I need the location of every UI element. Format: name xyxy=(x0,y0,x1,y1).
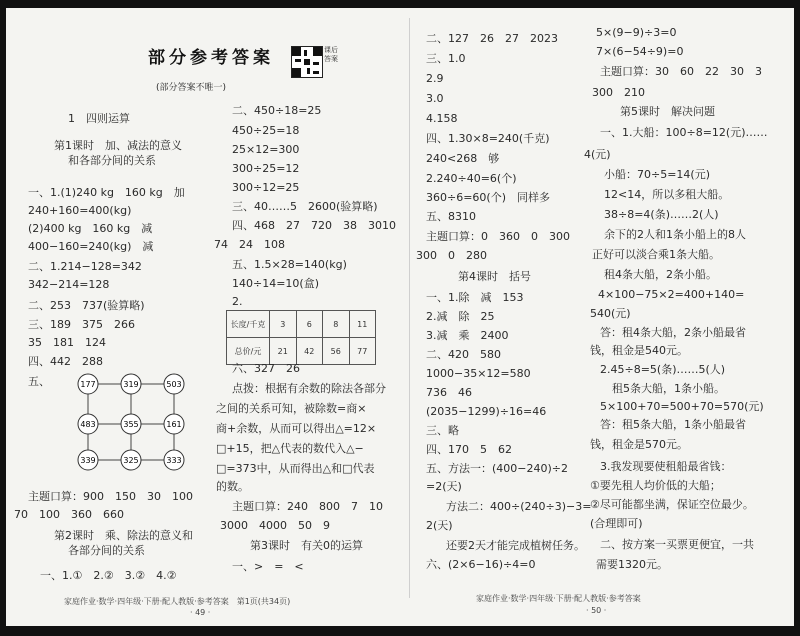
table-head-cell: 总价/元 xyxy=(227,338,270,365)
answer-line: 2.9 xyxy=(426,72,444,85)
table-cell: 6 xyxy=(296,311,323,338)
number-circle-label: 483 xyxy=(80,420,96,429)
oral-calc-line: 主题口算：0 360 0 300 xyxy=(426,230,570,243)
number-circle-label: 161 xyxy=(166,420,182,429)
answer-line: 540(元) xyxy=(590,307,631,320)
answer-line: 2.240÷40=6(个) xyxy=(426,172,517,185)
page-footer: 家庭作业·数学·四年级·下册·配人教版·参考答案 第1页(共34页) xyxy=(64,597,291,606)
answer-line: 74 24 108 xyxy=(214,238,285,251)
answer-line: ②尽可能都坐满，保证空位最少。 xyxy=(590,498,754,511)
table-cell: 42 xyxy=(296,338,323,365)
answer-line: 六、(2×6−16)÷4=0 xyxy=(426,558,536,571)
page-number: · 49 · xyxy=(190,608,211,617)
table-head-cell: 长度/千克 xyxy=(227,311,270,338)
answer-line: 300÷25=12 xyxy=(232,162,300,175)
lesson1-heading-a: 第1课时 加、减法的意义 xyxy=(54,139,182,152)
answer-line: 3.减 乘 2400 xyxy=(426,329,509,342)
answer-line: 5×100+70=500+70=570(元) xyxy=(600,400,764,413)
answer-line: 300÷12=25 xyxy=(232,181,300,194)
hint-line: 之间的关系可知，被除数=商× xyxy=(216,402,367,415)
page-title: 部分参考答案 xyxy=(148,48,274,68)
qr-code-icon[interactable] xyxy=(291,46,323,78)
table-cell: 21 xyxy=(270,338,297,365)
answer-line: 400−160=240(kg) 减 xyxy=(28,240,154,253)
answer-line: 35 181 124 xyxy=(28,336,106,349)
answer-line: 4(元) xyxy=(584,148,611,161)
table-cell: 56 xyxy=(323,338,350,365)
answer-line: 一、1.(1)240 kg 160 kg 加 xyxy=(28,186,185,199)
answer-line: 小船：70÷5=14(元) xyxy=(604,168,711,181)
answer-line: 四、170 5 62 xyxy=(426,443,512,456)
answer-line: 二、450÷18=25 xyxy=(232,104,322,117)
page-footer: 家庭作业·数学·四年级·下册·配人教版·参考答案 xyxy=(476,594,641,603)
number-circle-grid xyxy=(76,372,186,472)
answer-line: 2(天) xyxy=(426,519,453,532)
hint-line: 商+余数，从而可以得出△=12× xyxy=(216,422,377,435)
oral-calc-line: 3000 4000 50 9 xyxy=(220,519,330,532)
answer-line: 12<14，所以多租大船。 xyxy=(604,188,730,201)
lesson2-heading-a: 第2课时 乘、除法的意义和 xyxy=(54,529,193,542)
answer-line: 2.减 除 25 xyxy=(426,310,495,323)
page-subtitle: (部分答案不唯一) xyxy=(156,83,227,93)
lesson5-heading: 第5课时 解决问题 xyxy=(620,105,715,118)
answer-line: 3.我发现要使租船最省钱： xyxy=(600,460,732,473)
table-cell: 77 xyxy=(349,338,376,365)
answer-line: 租4条大船，2条小船。 xyxy=(604,268,717,281)
answer-line: 四、468 27 720 38 3010 xyxy=(232,219,396,232)
table-row xyxy=(227,311,376,338)
table-cell: 11 xyxy=(349,311,376,338)
lesson3-heading: 第3课时 有关0的运算 xyxy=(250,539,363,552)
answer-line: 五、方法一：(400−240)÷2 xyxy=(426,462,569,475)
answer-sheet xyxy=(6,8,794,626)
qr-caption: 课后 答案 xyxy=(324,46,338,63)
number-circle-label: 333 xyxy=(166,456,182,465)
answer-line: 4.158 xyxy=(426,112,458,125)
answer-line: 答：租5条大船，1条小船最省 xyxy=(600,418,746,431)
answer-line: 4×100−75×2=400+140= xyxy=(598,288,745,301)
answer-line: 2.45÷8=5(条)……5(人) xyxy=(600,363,726,376)
hint-line: □+15，把△代表的数代入△− xyxy=(216,442,364,455)
answer-line: 钱，租金是540元。 xyxy=(590,344,688,357)
answer-line: 360÷6=60(个) 同样多 xyxy=(426,191,551,204)
answer-line: 342−214=128 xyxy=(28,278,110,291)
answer-line: 7×(6−54÷9)=0 xyxy=(596,45,684,58)
answer-line: 1000−35×12=580 xyxy=(426,367,531,380)
qr-pattern-icon xyxy=(292,47,322,77)
answer-line: 二、按方案一买票更便宜，一共 xyxy=(600,538,754,551)
price-table xyxy=(226,310,376,365)
answer-line: 钱，租金是570元。 xyxy=(590,438,688,451)
answer-line: 六、327 26 xyxy=(232,362,300,375)
answer-line: 四、442 288 xyxy=(28,355,103,368)
oral-calc-line: 300 210 xyxy=(592,86,645,99)
answer-line: 三、189 375 266 xyxy=(28,318,135,331)
hint-line: 点拨：根据有余数的除法各部分 xyxy=(232,382,386,395)
answer-line: 二、253 737(验算略) xyxy=(28,299,145,312)
answer-line: 还要2天才能完成植树任务。 xyxy=(446,539,585,552)
answer-line: 240+160=400(kg) xyxy=(28,204,132,217)
answer-line: 3.0 xyxy=(426,92,444,105)
hint-line: 的数。 xyxy=(216,480,249,493)
answer-line: 一、> = < xyxy=(232,560,304,573)
answer-line: 38÷8=4(条)……2(人) xyxy=(604,208,719,221)
answer-line: 一、1.大船：100÷8=12(元)…… xyxy=(600,126,768,139)
answer-line: 5×(9−9)÷3=0 xyxy=(596,26,677,39)
answer-line: 三、1.0 xyxy=(426,52,466,65)
number-circle-label: 355 xyxy=(123,420,139,429)
answer-line: 答：租4条大船，2条小船最省 xyxy=(600,326,746,339)
oral-calc-line: 主题口算：900 150 30 100 xyxy=(28,490,193,503)
answer-line: 三、40……5 2600(验算略) xyxy=(232,200,378,213)
answer-line: =2(天) xyxy=(426,480,462,493)
answer-line: 2. xyxy=(232,295,243,308)
answer-line: 240<268 够 xyxy=(426,152,500,165)
page-fold xyxy=(409,18,410,598)
lesson2-heading-b: 各部分间的关系 xyxy=(68,544,145,557)
answer-line: 三、略 xyxy=(426,424,459,437)
answer-line: 余下的2人和1条小船上的8人 xyxy=(604,228,746,241)
oral-calc-line: 70 100 360 660 xyxy=(14,508,124,521)
unit-heading: 1 四则运算 xyxy=(68,112,130,125)
answer-line: 736 46 xyxy=(426,386,472,399)
answer-line: 五、1.5×28=140(kg) xyxy=(232,258,347,271)
answer-line: 二、420 580 xyxy=(426,348,501,361)
answer-line: 方法二：400÷(240÷3)−3= xyxy=(446,500,592,513)
number-circle-label: 319 xyxy=(123,380,139,389)
oral-calc-line: 300 0 280 xyxy=(416,249,487,262)
answer-line: (2)400 kg 160 kg 减 xyxy=(28,222,153,235)
answer-line: 一、1.① 2.② 3.② 4.② xyxy=(40,569,177,582)
answer-line: 140÷14=10(盒) xyxy=(232,277,320,290)
oral-calc-line: 主题口算：240 800 7 10 xyxy=(232,500,383,513)
number-circle-label: 503 xyxy=(166,380,182,389)
number-circle-label: 177 xyxy=(80,380,96,389)
answer-line: 二、1.214−128=342 xyxy=(28,260,142,273)
answer-line: 五、8310 xyxy=(426,210,476,223)
table-cell: 8 xyxy=(323,311,350,338)
answer-line: (2035−1299)÷16=46 xyxy=(426,405,547,418)
hint-line: □=373中，从而得出△和□代表 xyxy=(216,462,375,475)
table-row xyxy=(227,338,376,365)
answer-line: 25×12=300 xyxy=(232,143,300,156)
answer-line: 四、1.30×8=240(千克) xyxy=(426,132,550,145)
answer-line: 正好可以淡合乘1条大船。 xyxy=(592,248,720,261)
answer-line: 需要1320元。 xyxy=(596,558,668,571)
answer-line: 二、127 26 27 2023 xyxy=(426,32,558,45)
number-circle-label: 339 xyxy=(80,456,96,465)
answer-line: (合理即可) xyxy=(590,517,643,530)
lesson1-heading-b: 和各部分间的关系 xyxy=(68,154,156,167)
page-number: · 50 · xyxy=(586,606,607,615)
answer-line: 450÷25=18 xyxy=(232,124,300,137)
answer-line: 一、1.除 减 153 xyxy=(426,291,524,304)
table-cell: 3 xyxy=(270,311,297,338)
oral-calc-line: 主题口算：30 60 22 30 3 xyxy=(600,65,762,78)
lesson4-heading: 第4课时 括号 xyxy=(458,270,531,283)
answer-line: 租5条大船，1条小船。 xyxy=(612,382,725,395)
number-circle-label: 325 xyxy=(123,456,139,465)
answer-line: ①要先租人均价低的大船； xyxy=(590,479,721,492)
answer-line: 五、 xyxy=(28,375,50,388)
